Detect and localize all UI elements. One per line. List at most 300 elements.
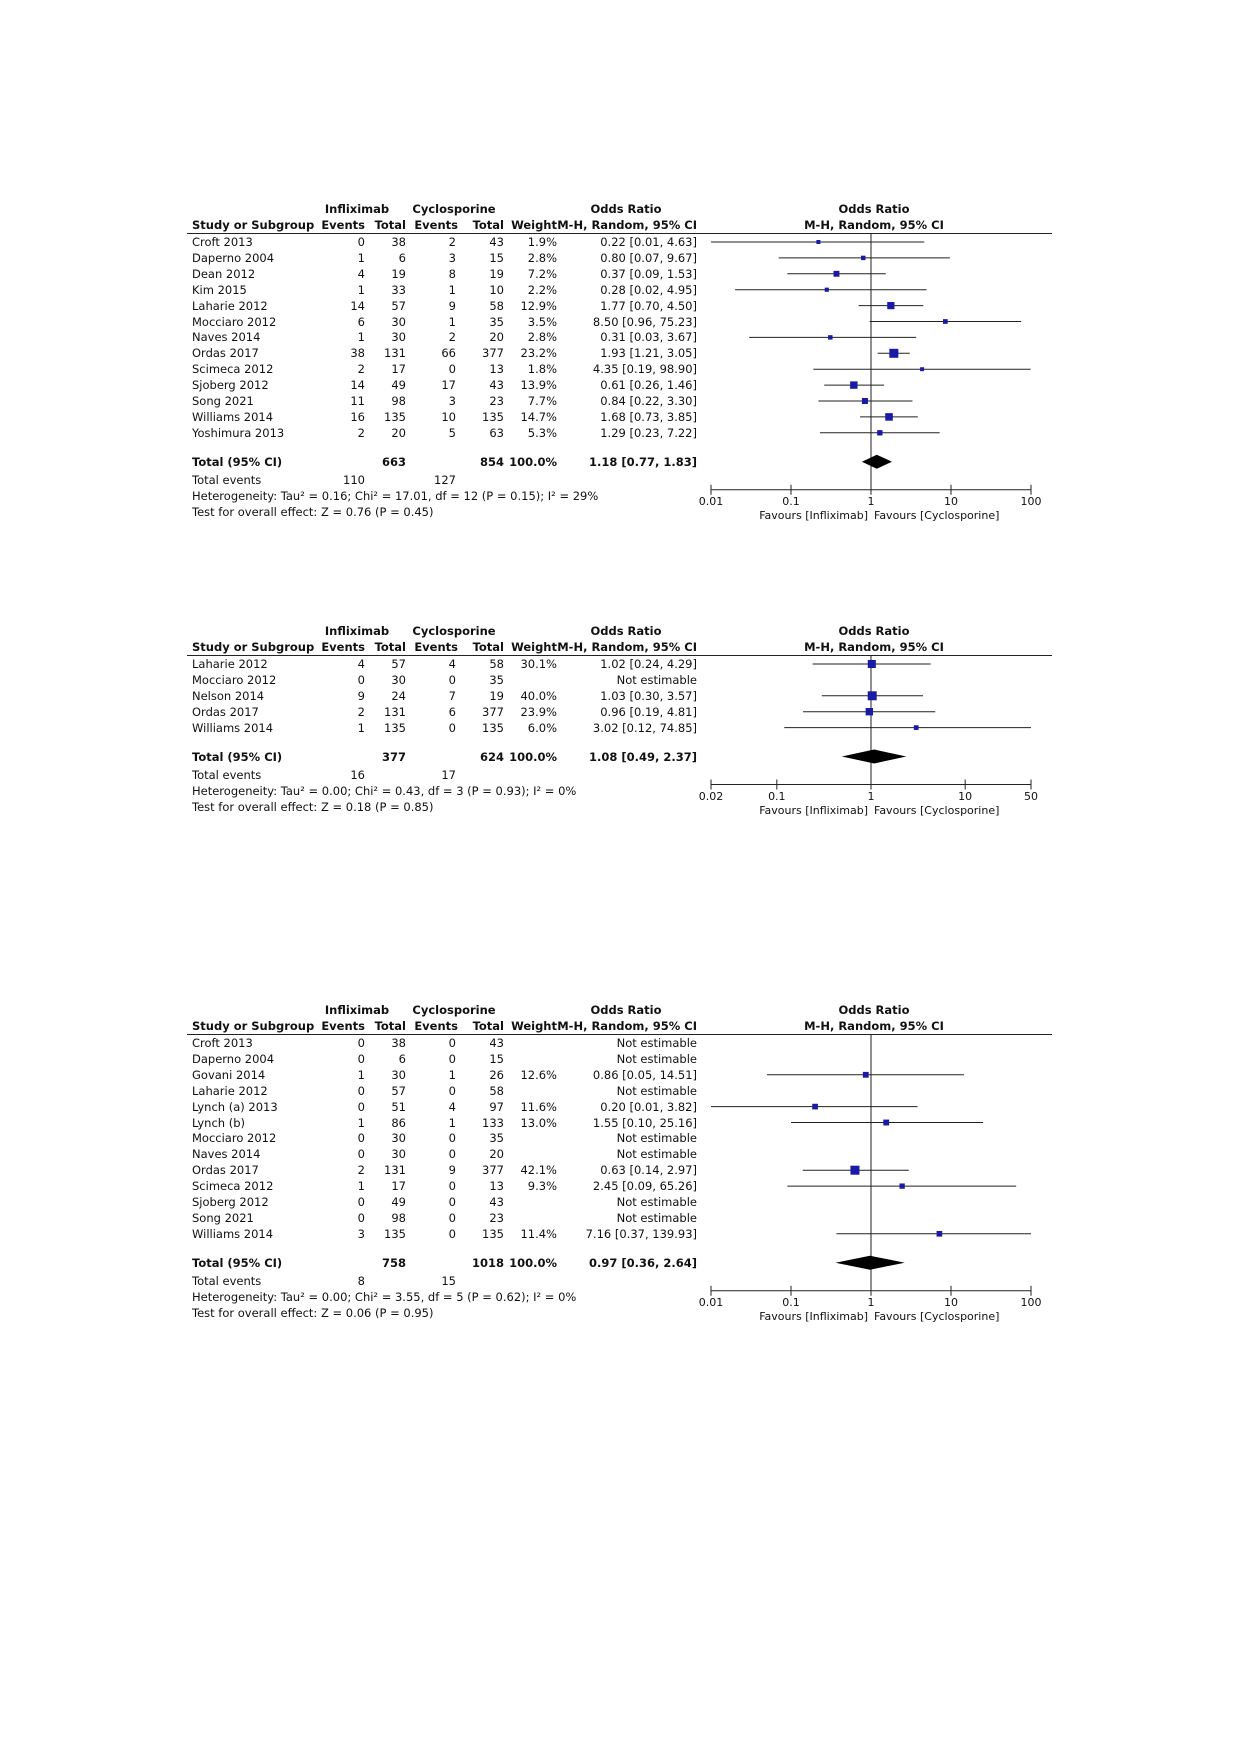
total-header-group1: Total xyxy=(374,1019,406,1033)
events-group2: 0 xyxy=(448,1210,456,1225)
events-group1: 1 xyxy=(357,1179,365,1194)
total-weight: 100.0% xyxy=(509,454,557,469)
events-group2: 6 xyxy=(448,704,456,719)
total-group1: 131 xyxy=(384,704,406,719)
x-tick-label: 0.1 xyxy=(782,494,800,508)
study-name: Govani 2014 xyxy=(192,1067,266,1082)
events-group1: 11 xyxy=(350,394,365,408)
total-label: Total (95% CI) xyxy=(192,1255,283,1270)
plot-odds-ratio-header: Odds Ratio xyxy=(838,624,910,638)
total-group1: 30 xyxy=(391,1131,406,1146)
overall-effect-text: Test for overall effect: Z = 0.06 (P = 0.95) xyxy=(192,1305,434,1320)
total-weight: 100.0% xyxy=(509,749,557,764)
events-group2: 17 xyxy=(441,378,456,393)
events-group2: 5 xyxy=(448,425,456,440)
favours-left-label: Favours [Infliximab] xyxy=(759,1309,868,1323)
odds-ratio-ci: Not estimable xyxy=(616,1036,697,1050)
weight-value: 13.9% xyxy=(520,378,557,393)
total-group2: 97 xyxy=(489,1099,504,1114)
total-group2: 43 xyxy=(489,235,504,249)
favours-right-label: Favours [Cyclosporine] xyxy=(874,803,1000,817)
events-group2: 4 xyxy=(448,1099,456,1114)
weight-value: 11.6% xyxy=(520,1099,557,1114)
x-tick-label: 10 xyxy=(944,494,958,508)
total-group2: 135 xyxy=(482,409,504,424)
weight-value: 2.2% xyxy=(527,282,557,297)
heterogeneity-text: Heterogeneity: Tau² = 0.00; Chi² = 3.55, df = 5 (P = 0.62); I² = 0% xyxy=(192,1289,577,1304)
events-group1: 9 xyxy=(357,688,365,703)
weight-value: 3.5% xyxy=(527,314,557,329)
plot-odds-ratio-header: Odds Ratio xyxy=(838,202,910,216)
x-tick-label: 1 xyxy=(867,789,875,803)
total-group1: 33 xyxy=(391,282,406,297)
total-label: Total (95% CI) xyxy=(192,749,283,764)
odds-ratio-ci: 1.77 [0.70, 4.50] xyxy=(600,298,697,313)
total-events-group1: 16 xyxy=(350,767,365,782)
odds-ratio-header: Odds Ratio xyxy=(590,624,662,638)
total-events-group2: 127 xyxy=(434,472,456,487)
study-name: Williams 2014 xyxy=(192,409,274,424)
weight-header: Weight xyxy=(511,218,557,232)
events-group2: 0 xyxy=(448,362,456,377)
total-group2: 13 xyxy=(489,362,504,377)
total-group1: 57 xyxy=(391,1083,406,1098)
total-header-group2: Total xyxy=(472,218,504,232)
total-group2: 15 xyxy=(489,1051,504,1066)
x-tick-label: 0.01 xyxy=(698,494,724,508)
events-group1: 2 xyxy=(357,704,365,719)
study-name: Kim 2015 xyxy=(192,282,247,297)
events-group1: 0 xyxy=(357,1210,365,1225)
total-group2: 13 xyxy=(489,1179,504,1194)
events-group1: 0 xyxy=(357,1195,365,1209)
total-group2: 23 xyxy=(489,1210,504,1225)
study-name: Croft 2013 xyxy=(192,1036,253,1050)
events-group1: 1 xyxy=(357,250,365,265)
plot-method-header: M-H, Random, 95% CI xyxy=(804,640,944,654)
x-tick-label: 10 xyxy=(958,789,973,803)
events-group1: 2 xyxy=(357,425,365,440)
x-tick-label: 10 xyxy=(944,1295,958,1309)
total-group1: 30 xyxy=(391,1067,406,1082)
favours-right-label: Favours [Cyclosporine] xyxy=(874,508,1000,522)
events-group2: 66 xyxy=(441,346,456,361)
total-group2: 35 xyxy=(489,672,504,687)
events-group2: 1 xyxy=(448,1115,456,1130)
total-group2: 377 xyxy=(482,346,504,361)
events-header-group1: Events xyxy=(321,1019,365,1033)
total-group2: 20 xyxy=(489,1147,504,1162)
total-events-label: Total events xyxy=(192,767,262,782)
odds-ratio-ci: 1.29 [0.23, 7.22] xyxy=(600,425,697,440)
group2-header: Cyclosporine xyxy=(412,1003,496,1017)
events-group2: 0 xyxy=(448,1083,456,1098)
odds-ratio-ci: Not estimable xyxy=(616,1147,697,1162)
study-marker xyxy=(937,1231,943,1237)
total-n-group2: 624 xyxy=(479,749,504,764)
total-events-group2: 17 xyxy=(441,767,456,782)
total-group1: 51 xyxy=(391,1099,406,1114)
total-group2: 35 xyxy=(489,1131,504,1146)
total-group1: 86 xyxy=(391,1115,406,1130)
weight-value: 1.8% xyxy=(527,362,557,377)
total-header-group2: Total xyxy=(472,1019,504,1033)
plot-odds-ratio-header: Odds Ratio xyxy=(838,1003,910,1017)
study-name: Nelson 2014 xyxy=(192,688,265,703)
group1-header: Infliximab xyxy=(324,202,390,216)
study-marker xyxy=(863,1072,869,1078)
study-name: Sjoberg 2012 xyxy=(192,378,269,393)
odds-ratio-ci: 7.16 [0.37, 139.93] xyxy=(585,1226,697,1241)
study-name: Lynch (b) xyxy=(192,1115,245,1130)
study-name: Laharie 2012 xyxy=(192,657,268,671)
study-name: Ordas 2017 xyxy=(192,346,259,361)
heterogeneity-text: Heterogeneity: Tau² = 0.00; Chi² = 0.43, df = 3 (P = 0.93); I² = 0% xyxy=(192,783,577,798)
odds-ratio-header: Odds Ratio xyxy=(590,202,662,216)
x-tick-label: 0.1 xyxy=(782,1295,800,1309)
group2-header: Cyclosporine xyxy=(412,202,496,216)
total-group2: 58 xyxy=(489,657,504,671)
total-group2: 133 xyxy=(482,1115,504,1130)
x-tick-label: 0.02 xyxy=(698,789,724,803)
events-group1: 0 xyxy=(357,1083,365,1098)
total-group2: 63 xyxy=(489,425,504,440)
group2-header: Cyclosporine xyxy=(412,624,496,638)
weight-value: 2.8% xyxy=(527,250,557,265)
weight-value: 23.2% xyxy=(520,346,557,361)
events-group1: 6 xyxy=(357,314,365,329)
study-name: Williams 2014 xyxy=(192,1226,274,1241)
total-group1: 131 xyxy=(384,346,406,361)
weight-value: 7.2% xyxy=(527,266,557,281)
events-group2: 10 xyxy=(441,409,456,424)
weight-value: 13.0% xyxy=(520,1115,557,1130)
study-name: Scimeca 2012 xyxy=(192,1179,274,1194)
total-group1: 131 xyxy=(384,1163,406,1178)
total-group2: 20 xyxy=(489,330,504,345)
x-tick-label: 100 xyxy=(1020,1295,1042,1309)
odds-ratio-ci: 3.02 [0.12, 74.85] xyxy=(592,720,697,735)
events-group1: 1 xyxy=(357,720,365,735)
events-group1: 0 xyxy=(357,1036,365,1050)
events-header-group2: Events xyxy=(414,218,458,232)
events-group2: 8 xyxy=(448,266,456,281)
odds-ratio-ci: 0.22 [0.01, 4.63] xyxy=(600,235,697,249)
total-group1: 38 xyxy=(391,1036,406,1050)
heterogeneity-text: Heterogeneity: Tau² = 0.16; Chi² = 17.01, df = 12 (P = 0.15); I² = 29% xyxy=(192,488,599,503)
total-group1: 57 xyxy=(391,298,406,313)
study-name: Mocciaro 2012 xyxy=(192,1131,277,1146)
study-column-header: Study or Subgroup xyxy=(192,1019,315,1033)
odds-ratio-ci: 0.28 [0.02, 4.95] xyxy=(600,282,697,297)
total-group1: 38 xyxy=(391,235,406,249)
study-marker xyxy=(899,1183,904,1188)
total-group1: 57 xyxy=(391,657,406,671)
total-group1: 19 xyxy=(391,266,406,281)
events-group1: 14 xyxy=(350,378,365,393)
total-group1: 98 xyxy=(391,1210,406,1225)
study-name: Williams 2014 xyxy=(192,720,274,735)
odds-ratio-ci: 1.55 [0.10, 25.16] xyxy=(592,1115,697,1130)
overall-effect-text: Test for overall effect: Z = 0.18 (P = 0.85) xyxy=(192,799,434,814)
total-group2: 23 xyxy=(489,394,504,408)
events-group1: 1 xyxy=(357,330,365,345)
events-group1: 3 xyxy=(357,1226,365,1241)
events-group2: 1 xyxy=(448,314,456,329)
total-group1: 98 xyxy=(391,394,406,408)
events-group2: 0 xyxy=(448,1195,456,1209)
weight-header: Weight xyxy=(511,640,557,654)
total-group1: 6 xyxy=(398,250,406,265)
plot-method-header: M-H, Random, 95% CI xyxy=(804,1019,944,1033)
total-label: Total (95% CI) xyxy=(192,454,283,469)
events-group1: 4 xyxy=(357,657,365,671)
favours-left-label: Favours [Infliximab] xyxy=(759,803,868,817)
total-group2: 58 xyxy=(489,1083,504,1098)
x-tick-label: 50 xyxy=(1024,789,1038,803)
ci-method-header: M-H, Random, 95% CI xyxy=(557,218,697,232)
study-name: Song 2021 xyxy=(192,1210,254,1225)
total-group2: 43 xyxy=(489,378,504,393)
weight-value: 12.9% xyxy=(520,298,557,313)
weight-value: 40.0% xyxy=(520,688,557,703)
weight-value: 7.7% xyxy=(527,394,557,408)
total-group2: 26 xyxy=(489,1067,504,1082)
group1-header: Infliximab xyxy=(324,624,390,638)
total-group2: 43 xyxy=(489,1195,504,1209)
total-group1: 17 xyxy=(391,1179,406,1194)
odds-ratio-ci: 4.35 [0.19, 98.90] xyxy=(592,362,697,377)
events-group1: 38 xyxy=(350,346,365,361)
total-events-group2: 15 xyxy=(441,1273,456,1288)
x-tick-label: 1 xyxy=(867,494,875,508)
weight-value: 1.9% xyxy=(527,235,557,249)
total-group1: 24 xyxy=(391,688,406,703)
odds-ratio-ci: 8.50 [0.96, 75.23] xyxy=(592,314,697,329)
total-group2: 10 xyxy=(489,282,504,297)
study-name: Croft 2013 xyxy=(192,235,253,249)
events-group2: 9 xyxy=(448,298,456,313)
weight-header: Weight xyxy=(511,1019,557,1033)
study-name: Laharie 2012 xyxy=(192,1083,268,1098)
total-events-group1: 110 xyxy=(343,472,365,487)
events-group2: 0 xyxy=(448,720,456,735)
favours-right-label: Favours [Cyclosporine] xyxy=(874,1309,1000,1323)
total-group1: 49 xyxy=(391,1195,406,1209)
study-name: Naves 2014 xyxy=(192,330,261,345)
events-group1: 1 xyxy=(357,1115,365,1130)
total-group1: 30 xyxy=(391,672,406,687)
study-name: Naves 2014 xyxy=(192,1147,261,1162)
study-name: Laharie 2012 xyxy=(192,298,268,313)
x-tick-label: 0.01 xyxy=(698,1295,724,1309)
odds-ratio-ci: Not estimable xyxy=(616,1083,697,1098)
total-group1: 6 xyxy=(398,1051,406,1066)
study-name: Mocciaro 2012 xyxy=(192,672,277,687)
total-group1: 30 xyxy=(391,330,406,345)
total-odds-ratio-ci: 1.08 [0.49, 2.37] xyxy=(588,749,697,764)
total-group1: 135 xyxy=(384,720,406,735)
events-group2: 0 xyxy=(448,1131,456,1146)
events-group1: 0 xyxy=(357,1147,365,1162)
events-group1: 0 xyxy=(357,672,365,687)
events-group2: 1 xyxy=(448,282,456,297)
events-header-group2: Events xyxy=(414,1019,458,1033)
odds-ratio-ci: Not estimable xyxy=(616,1195,697,1209)
study-marker xyxy=(883,1120,889,1126)
study-name: Ordas 2017 xyxy=(192,704,259,719)
events-group2: 0 xyxy=(448,1036,456,1050)
total-diamond xyxy=(836,1256,905,1270)
events-group1: 1 xyxy=(357,282,365,297)
events-group1: 0 xyxy=(357,1051,365,1066)
odds-ratio-ci: 0.31 [0.03, 3.67] xyxy=(600,330,697,345)
study-name: Scimeca 2012 xyxy=(192,362,274,377)
study-name: Dean 2012 xyxy=(192,266,256,281)
weight-value: 2.8% xyxy=(527,330,557,345)
total-header-group1: Total xyxy=(374,218,406,232)
events-header-group1: Events xyxy=(321,218,365,232)
study-name: Yoshimura 2013 xyxy=(192,425,285,440)
study-name: Mocciaro 2012 xyxy=(192,314,277,329)
total-n-group2: 854 xyxy=(479,454,504,469)
ci-method-header: M-H, Random, 95% CI xyxy=(557,1019,697,1033)
overall-effect-text: Test for overall effect: Z = 0.76 (P = 0.45) xyxy=(192,504,434,519)
total-n-group2: 1018 xyxy=(471,1255,504,1270)
events-group2: 0 xyxy=(448,1226,456,1241)
odds-ratio-ci: Not estimable xyxy=(616,1051,697,1066)
total-odds-ratio-ci: 0.97 [0.36, 2.64] xyxy=(588,1255,697,1270)
events-group2: 0 xyxy=(448,1179,456,1194)
odds-ratio-ci: Not estimable xyxy=(616,1131,697,1146)
weight-value: 5.3% xyxy=(527,425,557,440)
study-marker xyxy=(850,1166,859,1175)
total-weight: 100.0% xyxy=(509,1255,557,1270)
x-tick-label: 1 xyxy=(867,1295,875,1309)
total-group2: 19 xyxy=(489,266,504,281)
events-group2: 4 xyxy=(448,657,456,671)
weight-value: 9.3% xyxy=(527,1179,557,1194)
total-n-group1: 377 xyxy=(381,749,406,764)
events-group2: 0 xyxy=(448,672,456,687)
total-group2: 58 xyxy=(489,298,504,313)
total-group2: 377 xyxy=(482,704,504,719)
events-group2: 2 xyxy=(448,330,456,345)
events-group1: 1 xyxy=(357,1067,365,1082)
group1-header: Infliximab xyxy=(324,1003,390,1017)
events-group1: 14 xyxy=(350,298,365,313)
total-group2: 377 xyxy=(482,1163,504,1178)
odds-ratio-ci: 0.80 [0.07, 9.67] xyxy=(600,250,697,265)
events-group2: 0 xyxy=(448,1147,456,1162)
events-group1: 2 xyxy=(357,1163,365,1178)
study-column-header: Study or Subgroup xyxy=(192,218,315,232)
total-group1: 135 xyxy=(384,1226,406,1241)
events-group2: 0 xyxy=(448,1051,456,1066)
events-group1: 0 xyxy=(357,235,365,249)
total-group1: 135 xyxy=(384,409,406,424)
odds-ratio-ci: 1.93 [1.21, 3.05] xyxy=(600,346,697,361)
odds-ratio-ci: Not estimable xyxy=(616,672,697,687)
study-name: Song 2021 xyxy=(192,394,254,408)
study-name: Daperno 2004 xyxy=(192,250,275,265)
total-events-label: Total events xyxy=(192,472,262,487)
total-n-group1: 758 xyxy=(381,1255,406,1270)
odds-ratio-ci: 0.86 [0.05, 14.51] xyxy=(592,1067,697,1082)
total-group1: 49 xyxy=(391,378,406,393)
weight-value: 23.9% xyxy=(520,704,557,719)
events-group2: 1 xyxy=(448,1067,456,1082)
weight-value: 42.1% xyxy=(520,1163,557,1178)
total-events-label: Total events xyxy=(192,1273,262,1288)
odds-ratio-ci: 0.37 [0.09, 1.53] xyxy=(600,266,697,281)
odds-ratio-ci: 0.84 [0.22, 3.30] xyxy=(600,394,697,408)
events-group2: 3 xyxy=(448,250,456,265)
total-group1: 20 xyxy=(391,425,406,440)
total-group1: 17 xyxy=(391,362,406,377)
x-tick-label: 100 xyxy=(1020,494,1042,508)
events-group1: 0 xyxy=(357,1131,365,1146)
total-group2: 135 xyxy=(482,720,504,735)
events-group1: 0 xyxy=(357,1099,365,1114)
odds-ratio-ci: 1.02 [0.24, 4.29] xyxy=(600,657,697,671)
total-header-group1: Total xyxy=(374,640,406,654)
odds-ratio-header: Odds Ratio xyxy=(590,1003,662,1017)
weight-value: 12.6% xyxy=(520,1067,557,1082)
study-name: Ordas 2017 xyxy=(192,1163,259,1178)
total-group2: 43 xyxy=(489,1036,504,1050)
odds-ratio-ci: 0.20 [0.01, 3.82] xyxy=(600,1099,697,1114)
total-odds-ratio-ci: 1.18 [0.77, 1.83] xyxy=(588,454,697,469)
total-n-group1: 663 xyxy=(381,454,406,469)
study-column-header: Study or Subgroup xyxy=(192,640,315,654)
odds-ratio-ci: 1.03 [0.30, 3.57] xyxy=(600,688,697,703)
total-events-group1: 8 xyxy=(357,1273,365,1288)
x-tick-label: 0.1 xyxy=(768,789,786,803)
events-group2: 7 xyxy=(448,688,456,703)
events-group1: 16 xyxy=(350,409,365,424)
weight-value: 14.7% xyxy=(520,409,557,424)
total-group2: 35 xyxy=(489,314,504,329)
total-group1: 30 xyxy=(391,314,406,329)
total-group2: 135 xyxy=(482,1226,504,1241)
total-group1: 30 xyxy=(391,1147,406,1162)
events-header-group1: Events xyxy=(321,640,365,654)
favours-left-label: Favours [Infliximab] xyxy=(759,508,868,522)
odds-ratio-ci: Not estimable xyxy=(616,1210,697,1225)
events-group2: 9 xyxy=(448,1163,456,1178)
odds-ratio-ci: 1.68 [0.73, 3.85] xyxy=(600,409,697,424)
odds-ratio-ci: 2.45 [0.09, 65.26] xyxy=(592,1179,697,1194)
events-group2: 3 xyxy=(448,394,456,408)
events-group2: 2 xyxy=(448,235,456,249)
odds-ratio-ci: 0.63 [0.14, 2.97] xyxy=(600,1163,697,1178)
events-group1: 4 xyxy=(357,266,365,281)
plot-method-header: M-H, Random, 95% CI xyxy=(804,218,944,232)
total-group2: 19 xyxy=(489,688,504,703)
study-name: Daperno 2004 xyxy=(192,1051,275,1066)
events-header-group2: Events xyxy=(414,640,458,654)
total-group2: 15 xyxy=(489,250,504,265)
odds-ratio-ci: 0.61 [0.26, 1.46] xyxy=(600,378,697,393)
events-group1: 2 xyxy=(357,362,365,377)
total-header-group2: Total xyxy=(472,640,504,654)
ci-method-header: M-H, Random, 95% CI xyxy=(557,640,697,654)
weight-value: 11.4% xyxy=(520,1226,557,1241)
study-name: Lynch (a) 2013 xyxy=(192,1099,278,1114)
weight-value: 30.1% xyxy=(520,657,557,671)
study-marker xyxy=(812,1104,818,1110)
